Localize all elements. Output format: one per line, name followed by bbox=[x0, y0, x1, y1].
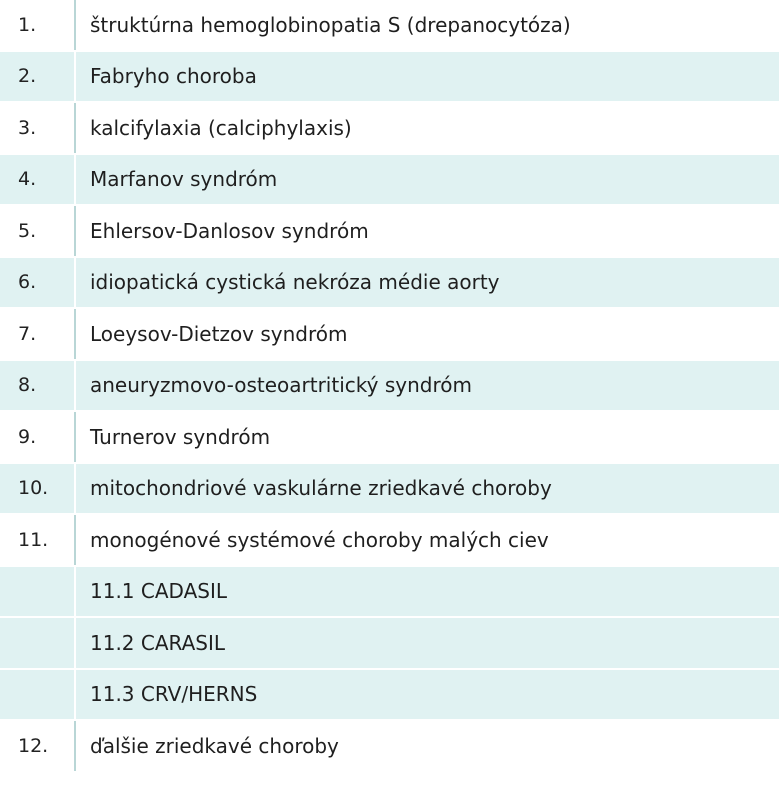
row-number: 4. bbox=[0, 155, 76, 205]
row-number: 3. bbox=[0, 103, 76, 153]
row-text: 11.1 CADASIL bbox=[90, 579, 228, 604]
row-number bbox=[0, 670, 76, 720]
row-text: mitochondriové vaskulárne zriedkavé choroby bbox=[90, 476, 552, 501]
table-row bbox=[0, 412, 779, 464]
table-row bbox=[0, 309, 779, 361]
table-row bbox=[0, 258, 779, 310]
row-text: Loeysov-Dietzov syndróm bbox=[90, 321, 348, 346]
table-row bbox=[0, 206, 779, 258]
row-number bbox=[0, 618, 76, 668]
row-text: ďalšie zriedkavé choroby bbox=[90, 733, 339, 758]
table-row bbox=[0, 361, 779, 413]
row-number: 11. bbox=[0, 515, 76, 565]
table-row bbox=[0, 670, 779, 722]
row-number: 2. bbox=[0, 52, 76, 102]
table-row bbox=[0, 515, 779, 567]
table-row bbox=[0, 52, 779, 104]
row-text: Turnerov syndróm bbox=[90, 424, 271, 449]
row-number: 5. bbox=[0, 206, 76, 256]
row-number: 10. bbox=[0, 464, 76, 514]
row-number: 12. bbox=[0, 721, 76, 771]
table-row bbox=[0, 103, 779, 155]
row-number: 1. bbox=[0, 0, 76, 50]
table-row bbox=[0, 618, 779, 670]
row-text: aneuryzmovo-osteoartritický syndróm bbox=[90, 373, 472, 398]
row-text: Marfanov syndróm bbox=[90, 167, 278, 192]
table-row bbox=[0, 721, 779, 773]
row-text: Fabryho choroba bbox=[90, 64, 257, 89]
row-text: idiopatická cystická nekróza médie aorty bbox=[90, 270, 500, 295]
row-text: 11.3 CRV/HERNS bbox=[90, 682, 258, 707]
table-row bbox=[0, 0, 779, 52]
row-text: Ehlersov-Danlosov syndróm bbox=[90, 218, 369, 243]
row-text: štruktúrna hemoglobinopatia S (drepanocytóza) bbox=[90, 12, 571, 37]
row-text: 11.2 CARASIL bbox=[90, 630, 226, 655]
row-number: 7. bbox=[0, 309, 76, 359]
table-row bbox=[0, 464, 779, 516]
table-row bbox=[0, 155, 779, 207]
table-row bbox=[0, 567, 779, 619]
row-text: monogénové systémové choroby malých ciev bbox=[90, 527, 549, 552]
row-number: 8. bbox=[0, 361, 76, 411]
row-number: 6. bbox=[0, 258, 76, 308]
row-number: 9. bbox=[0, 412, 76, 462]
row-number bbox=[0, 567, 76, 617]
row-text: kalcifylaxia (calciphylaxis) bbox=[90, 115, 352, 140]
